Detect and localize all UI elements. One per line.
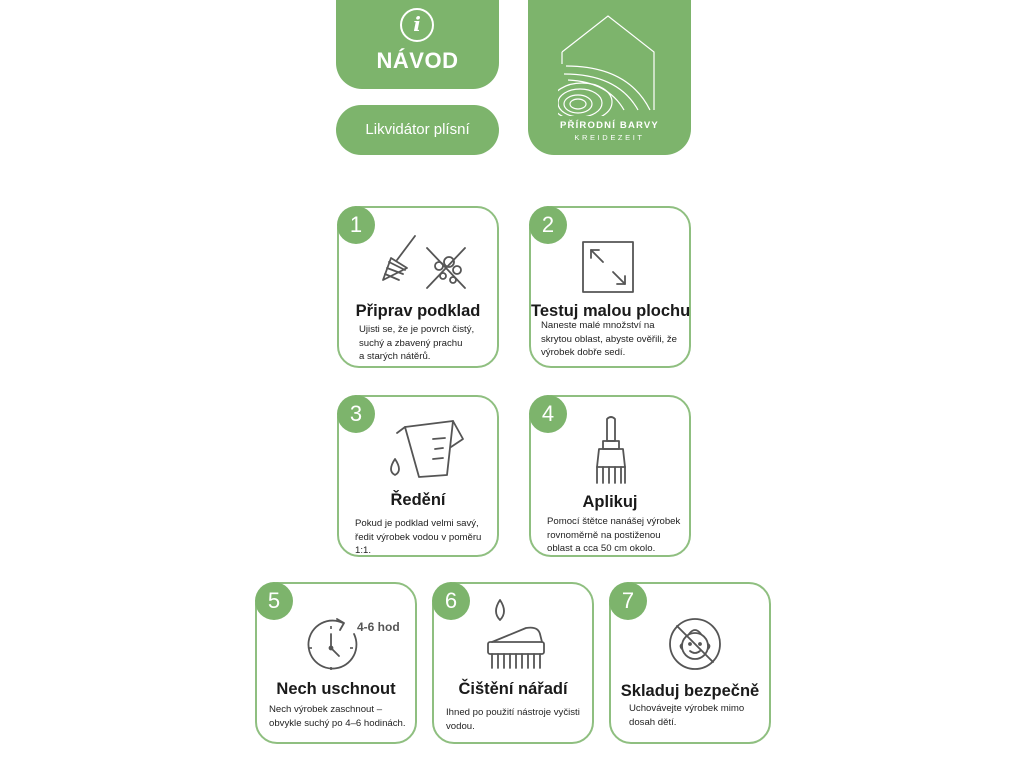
product-name-badge: Likvidátor plísní xyxy=(336,105,499,155)
clock-icon xyxy=(305,618,363,676)
paintbrush-icon xyxy=(593,415,629,487)
step-description: Nech výrobek zaschnout – obvykle suchý po 4–6 hodinách. xyxy=(269,704,406,729)
expand-area-icon xyxy=(581,240,635,294)
step-number-badge: 3 xyxy=(337,395,375,433)
no-children-icon xyxy=(667,616,723,672)
step-card-1 xyxy=(337,206,499,368)
step-description: Uchovávejte výrobek mimo dosah dětí. xyxy=(629,703,745,728)
step-description: Ujisti se, že je povrch čistý, suchý a zbavený prachu a starých nátěrů. xyxy=(359,324,475,362)
step-title: Připrav podklad xyxy=(355,302,481,320)
brand-logo-block xyxy=(528,0,691,155)
step-description: Pokud je podklad velmi savý, ředit výrobek vodou v poměru 1:1. xyxy=(355,518,482,556)
wood-grain-house-logo-icon xyxy=(558,6,662,116)
step-card-6 xyxy=(432,582,594,744)
step-card-7 xyxy=(609,582,771,744)
guide-header-block xyxy=(336,0,499,89)
duster-and-crossed-mold-icon xyxy=(377,230,469,290)
brand-subtitle: KREIDEZEIT xyxy=(574,133,645,142)
step-card-2 xyxy=(529,206,691,368)
step-title: Čištění nářadí xyxy=(458,680,568,698)
info-icon: i xyxy=(400,8,434,42)
step-description: Naneste malé množství na skrytou oblast, abyste ověřili, že výrobek dobře sedí. xyxy=(541,320,677,358)
brush-and-drop-icon xyxy=(486,598,548,674)
step-description: Pomocí štětce nanášej výrobek rovnoměrně na postiženou oblast a cca 50 cm okolo. xyxy=(547,516,681,554)
step-description: Ihned po použití nástroje vyčisti vodou. xyxy=(446,707,580,732)
step-number-badge: 6 xyxy=(432,582,470,620)
step-number-badge: 7 xyxy=(609,582,647,620)
step-title: Ředění xyxy=(390,491,446,509)
step-title: Aplikuj xyxy=(582,493,638,511)
step-card-3 xyxy=(337,395,499,557)
step-card-5 xyxy=(255,582,417,744)
measuring-cup-icon xyxy=(383,419,467,481)
guide-title: NÁVOD xyxy=(376,48,459,73)
step-number-badge: 1 xyxy=(337,206,375,244)
brand-name: PŘÍRODNÍ BARVY xyxy=(560,120,659,131)
step-title: Nech uschnout xyxy=(276,680,396,698)
step-card-4 xyxy=(529,395,691,557)
step-number-badge: 4 xyxy=(529,395,567,433)
step-number-badge: 2 xyxy=(529,206,567,244)
step-title: Skladuj bezpečně xyxy=(620,682,760,700)
step-title: Testuj malou plochu xyxy=(531,302,691,320)
step-number-badge: 5 xyxy=(255,582,293,620)
drying-time-label: 4-6 hod xyxy=(357,620,400,634)
